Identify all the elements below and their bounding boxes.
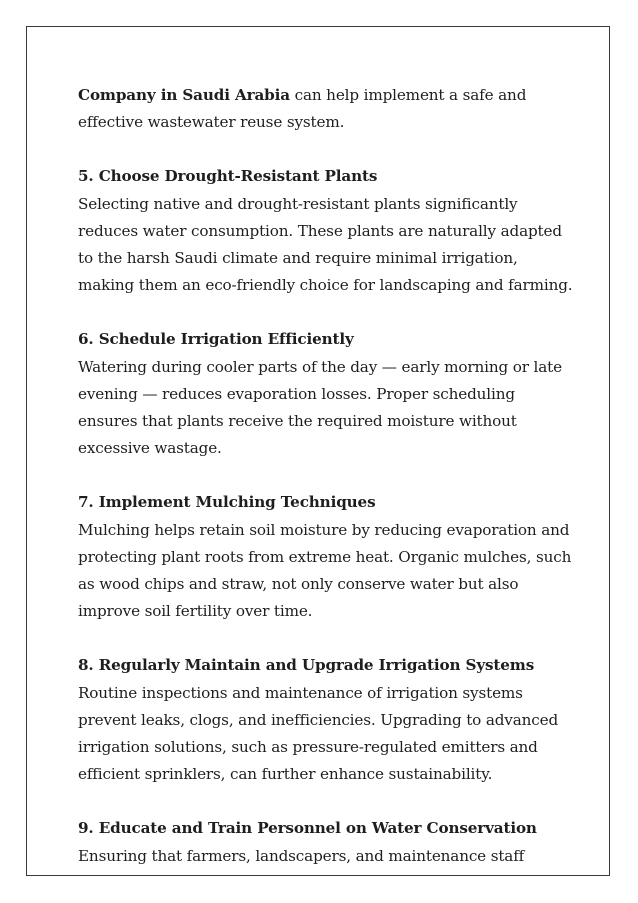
section-heading: 6. Schedule Irrigation Efficiently [78,330,354,349]
section-8 [78,652,578,788]
intro-paragraph-block [78,82,578,136]
section-body: Ensuring that farmers, landscapers, and maintenance staff [78,846,525,865]
section-9 [78,815,578,869]
intro-company-link-text: Company in Saudi Arabia [78,86,290,104]
section-body: Routine inspections and maintenance of irrigation systems prevent leaks, clogs, and inefficiencies. Upgrading to advanced irrigation solutions, such as pressure-regulated emitters and efficient sprinklers, can further enhance sustainability. [78,683,559,784]
document-content [78,82,578,897]
section-heading: 7. Implement Mulching Techniques [78,493,376,512]
section-body: Mulching helps retain soil moisture by reducing evaporation and protecting plant roots from extreme heat. Organic mulches, such as wood chips and straw, not only conserve water but also improve soil fertility over time. [78,520,572,621]
section-body: Watering during cooler parts of the day — early morning or late evening — reduces evaporation losses. Proper scheduling ensures that plants receive the required moisture without excessive wastage. [78,357,562,458]
section-heading: 9. Educate and Train Personnel on Water Conservation [78,819,537,838]
section-5 [78,163,578,299]
intro-paragraph-text: can help implement a safe and effective wastewater reuse system. [78,86,527,132]
section-7 [78,489,578,625]
section-heading: 8. Regularly Maintain and Upgrade Irrigation Systems [78,656,535,675]
section-6 [78,326,578,462]
intro-paragraph [78,82,578,136]
section-heading: 5. Choose Drought-Resistant Plants [78,167,378,186]
section-body: Selecting native and drought-resistant plants significantly reduces water consumption. These plants are naturally adapted to the harsh Saudi climate and require minimal irrigation, making them an eco-friendly choice for landscaping and farming. [78,194,573,295]
